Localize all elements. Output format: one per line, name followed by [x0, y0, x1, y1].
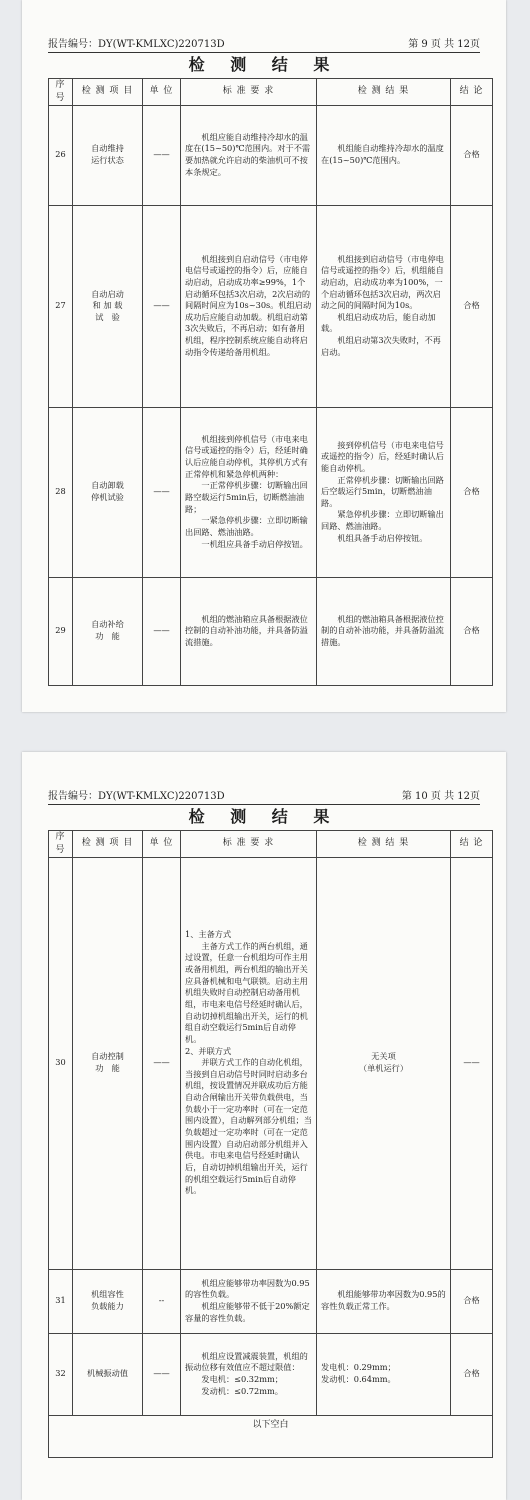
page-title: 检 测 结 果: [188, 55, 340, 74]
row-result: 机组接到启动信号（市电停电信号或遥控的指令）后，机组能自动启动，启动成功率为100%，一个启动循环包括3次启动，两次启动之间的间隔时间为10s。 机组启动成功后，能自动加载。 机组启动第3次失败时，不再启动。: [317, 205, 451, 407]
row-standard: 机组接到停机信号（市电来电信号或遥控的指令）后，经延时确认后应能自动停机，其停机方式有正常停机和紧急停机两种： 一正常停机步骤：切断输出回路空载运行5min后，切断燃油油路； 一紧急停机步骤：立即切断输出回路、燃油油路。 一机组应具备手动启停按钮。: [181, 407, 317, 577]
col-header-unit: 单 位: [143, 79, 181, 106]
table-row: [49, 1269, 493, 1333]
page-number: 第 9 页 共 12页: [408, 39, 480, 50]
col-header-no: 序号: [49, 79, 73, 106]
row-no: 32: [49, 1333, 73, 1415]
row-no: 31: [49, 1269, 73, 1333]
col-header-conclusion: 结 论: [451, 831, 493, 858]
col-header-item: 检 测 项 目: [73, 79, 143, 106]
table-row: [49, 1333, 493, 1415]
row-item: 自动卸载 停机试验: [73, 407, 143, 577]
row-result: 机组能够带功率因数为0.95的容性负载正常工作。: [317, 1269, 451, 1333]
row-no: 30: [49, 857, 73, 1269]
row-conclusion: 合格: [451, 205, 493, 407]
row-conclusion: 合格: [451, 407, 493, 577]
row-result: 机组能自动维持冷却水的温度在(15~50)℃范围内。: [317, 105, 451, 205]
row-conclusion: 合格: [451, 1333, 493, 1415]
col-header-standard: 标 准 要 求: [181, 79, 317, 106]
table-row: [49, 105, 493, 205]
row-no: 29: [49, 577, 73, 685]
report-number: 报告编号：DY(WT-KMLXC)220713D: [48, 39, 225, 50]
row-result: 发电机：0.29mm； 发动机：0.64mm。: [317, 1333, 451, 1415]
row-item: 机械振动值: [73, 1333, 143, 1415]
table-row: [49, 577, 493, 685]
results-table: [48, 78, 493, 686]
row-unit: ——: [143, 1333, 181, 1415]
end-of-content-note: 以下空白: [49, 1415, 493, 1457]
table-row: [49, 407, 493, 577]
row-unit: ——: [143, 105, 181, 205]
row-item: 自动启动 和 加 载 试 验: [73, 205, 143, 407]
row-unit: --: [143, 1269, 181, 1333]
table-header-row: [49, 831, 493, 858]
row-result: 无关项 （单机运行）: [317, 857, 451, 1269]
report-number: 报告编号：DY(WT-KMLXC)220713D: [48, 791, 225, 802]
row-no: 26: [49, 105, 73, 205]
page-header: [48, 786, 480, 805]
row-standard: 机组应能自动维持冷却水的温度在(15~50)℃范围内。对于不需要加热就允许启动的柴油机可不按本条规定。: [181, 105, 317, 205]
results-table: [48, 830, 493, 1458]
footer-row: [49, 1415, 493, 1457]
row-conclusion: 合格: [451, 577, 493, 685]
row-conclusion: 合格: [451, 105, 493, 205]
table-row: [49, 857, 493, 1269]
col-header-conclusion: 结 论: [451, 79, 493, 106]
row-unit: ——: [143, 857, 181, 1269]
row-conclusion: 合格: [451, 1269, 493, 1333]
row-standard: 机组接到自启动信号（市电停电信号或遥控的指令）后，应能自动启动，启动成功率≥99%，1个启动循环包括3次启动，2次启动的间隔时间应为10s~30s。机组启动成功后应能自动加载。机组启动第3次失败后，不再启动；如有备用机组，程序控制系统应能自动将启动指令传递给备用机组。: [181, 205, 317, 407]
col-header-item: 检 测 项 目: [73, 831, 143, 858]
row-standard: 机组应设置减震装置，机组的振动位移有效值应不超过限值： 发电机：≤0.32mm； 发动机：≤0.72mm。: [181, 1333, 317, 1415]
row-result: 接到停机信号（市电来电信号或遥控的指令）后，经延时确认后能自动停机。 正常停机步骤：切断输出回路后空载运行5min，切断燃油油路。 紧急停机步骤：立即切断输出回路、燃油油路。 机组具备手动启停按钮。: [317, 407, 451, 577]
page-number: 第 10 页 共 12页: [401, 791, 480, 802]
row-unit: ——: [143, 205, 181, 407]
row-standard: 机组应能够带功率因数为0.95的容性负载。 机组应能够带不低于20%额定容量的容性负载。: [181, 1269, 317, 1333]
row-unit: ——: [143, 407, 181, 577]
col-header-standard: 标 准 要 求: [181, 831, 317, 858]
table-row: [49, 205, 493, 407]
report-page-9: [22, 0, 506, 712]
row-standard: 机组的燃油箱应具备根据液位控制的自动补油功能，并具备防溢流措施。: [181, 577, 317, 685]
col-header-unit: 单 位: [143, 831, 181, 858]
row-item: 自动控制 功 能: [73, 857, 143, 1269]
report-page-10: [22, 752, 506, 1500]
row-conclusion: ——: [451, 857, 493, 1269]
col-header-result: 检 测 结 果: [317, 79, 451, 106]
page-title: 检 测 结 果: [188, 807, 340, 826]
row-item: 自动维持 运行状态: [73, 105, 143, 205]
col-header-no: 序号: [49, 831, 73, 858]
row-result: 机组的燃油箱具备根据液位控制的自动补油功能，并具备防溢流措施。: [317, 577, 451, 685]
row-standard: 1、主备方式 主备方式工作的两台机组，通过设置，任意一台机组均可作主用或备用机组，两台机组的输出开关应具备机械和电气联锁。启动主用机组失败时自动控制启动备用机组，市电来电信号经延时确认后，自动切掉机组输出开关，运行的机组自动空载运行5min后自动停机。 2、并联方式 并联方式工作的自动化机组，当接到自启动信号时同时启动多台机组，按设置情况并联成功后方能自动合闸输出开关带负载供电，当负载小于一定功率时（可在一定范围内设置），自动解列部分机组；当负载超过一定功率时（可在一定范围内设置）自动启动部分机组并入供电。市电来电信号经延时确认后，自动切掉机组输出开关，运行的机组空载运行5min后自动停机。: [181, 857, 317, 1269]
row-item: 自动补给 功 能: [73, 577, 143, 685]
table-header-row: [49, 79, 493, 106]
row-no: 27: [49, 205, 73, 407]
page-header: [48, 34, 480, 53]
col-header-result: 检 测 结 果: [317, 831, 451, 858]
row-no: 28: [49, 407, 73, 577]
row-item: 机组容性 负载能力: [73, 1269, 143, 1333]
row-unit: ——: [143, 577, 181, 685]
